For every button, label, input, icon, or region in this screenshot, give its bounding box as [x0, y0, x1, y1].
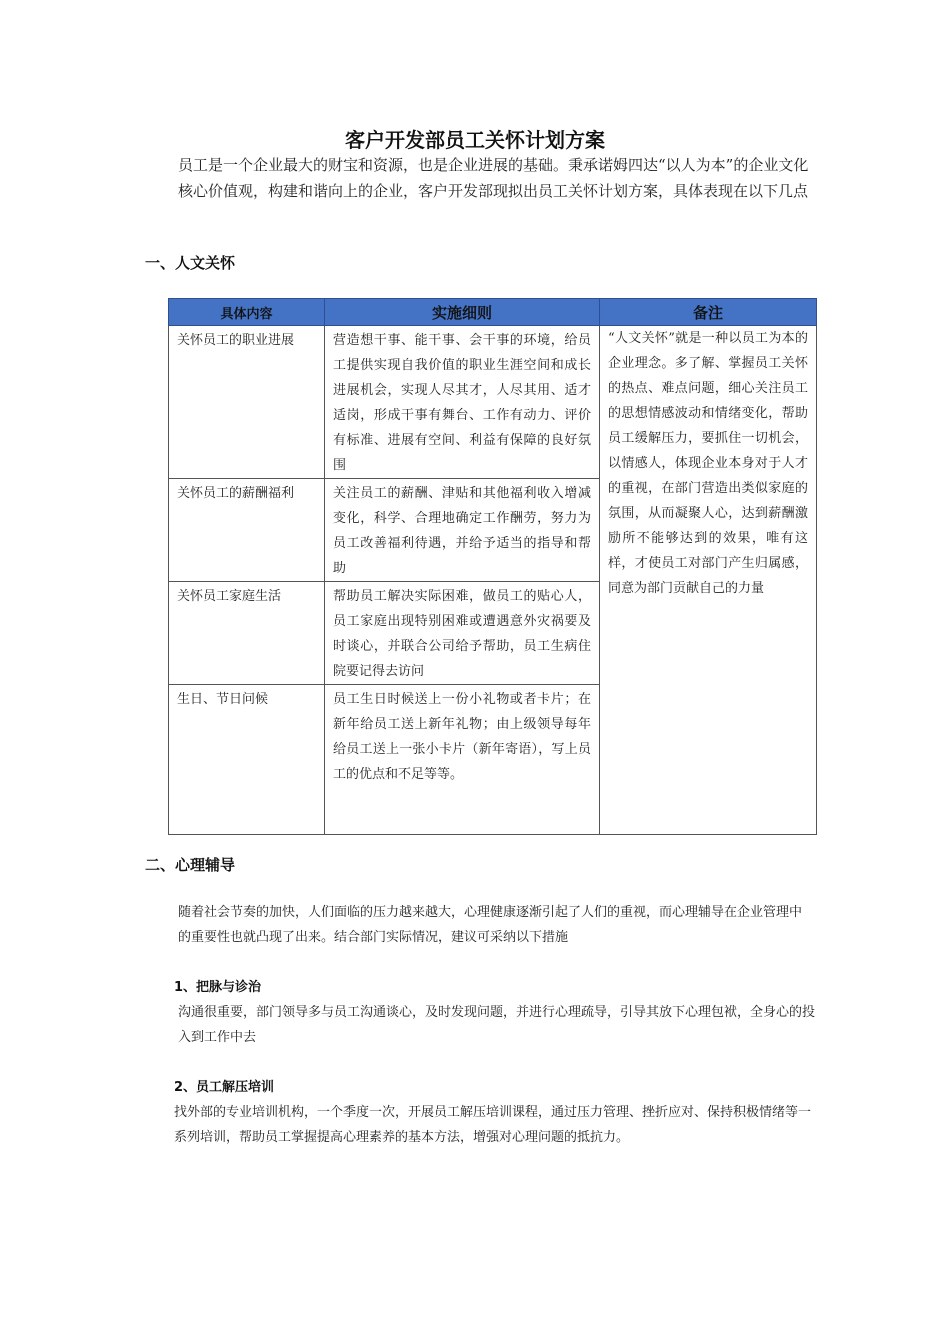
table-header-row — [169, 299, 817, 326]
measure-text: 沟通很重要，部门领导多与员工沟通谈心，及时发现问题，并进行心理疏导，引导其放下心理包袱，全身心的投入到工作中去 — [178, 1005, 816, 1045]
row-detail: 关注员工的薪酬、津贴和其他福利收入增减变化，科学、合理地确定工作酬劳，努力为员工改善福利待遇，并给予适当的指导和帮助 — [325, 479, 600, 582]
care-plan-table — [168, 298, 817, 835]
row-note: “人文关怀”就是一种以员工为本的企业理念。多了解、掌握员工关怀的热点、难点问题，细心关注员工的思想情感波动和情绪变化，帮助员工缓解压力，要抓住一切机会，以情感人，体现企业本身对于人才的重视，在部门营造出类似家庭的氛围，从而凝聚人心，达到薪酬激励所不能够达到的效果，唯有这样，才使员工对部门产生归属感，同意为部门贡献自己的力量 — [600, 326, 817, 835]
measure-title: 2、员工解压培训 — [174, 1080, 275, 1095]
measure-text: 找外部的专业培训机构，一个季度一次，开展员工解压培训课程，通过压力管理、挫折应对、保持积极情绪等一系列培训，帮助员工掌握提高心理素养的基本方法，增强对心理问题的抵抗力。 — [174, 1105, 812, 1145]
row-detail: 员工生日时候送上一份小礼物或者卡片；在新年给员工送上新年礼物；由上级领导每年给员工送上一张小卡片（新年寄语），写上员工的优点和不足等等。 — [325, 685, 600, 835]
intro-paragraph: 员工是一个企业最大的财宝和资源，也是企业进展的基础。秉承诺姆四达“以人为本”的企业文化核心价值观，构建和谐向上的企业，客户开发部现拟出员工关怀计划方案，具体表现在以下几点 — [178, 156, 809, 200]
row-detail: 帮助员工解决实际困难，做员工的贴心人，员工家庭出现特别困难或遭遇意外灾祸要及时谈心，并联合公司给予帮助，员工生病住院要记得去访问 — [325, 582, 600, 685]
row-item: 关怀员工家庭生活 — [169, 582, 325, 685]
column-header-details: 实施细则 — [325, 299, 600, 326]
table-row — [169, 326, 817, 479]
row-item: 关怀员工的职业进展 — [169, 326, 325, 479]
row-item: 关怀员工的薪酬福利 — [169, 479, 325, 582]
row-detail: 营造想干事、能干事、会干事的环境，给员工提供实现自我价值的职业生涯空间和成长进展机会，实现人尽其才，人尽其用、适才适岗，形成干事有舞台、工作有动力、评价有标准、进展有空间、利益有保障的良好氛围 — [325, 326, 600, 479]
document-title: 客户开发部员工关怀计划方案 — [345, 128, 605, 152]
column-header-content: 具体内容 — [169, 299, 325, 326]
section-heading-psych-counseling: 二、心理辅导 — [145, 856, 236, 874]
section-heading-humanistic-care: 一、人文关怀 — [145, 254, 236, 272]
column-header-notes: 备注 — [600, 299, 817, 326]
measure-title: 1、把脉与诊治 — [174, 980, 262, 995]
row-item: 生日、节日问候 — [169, 685, 325, 835]
psych-intro-paragraph: 随着社会节奏的加快，人们面临的压力越来越大，心理健康逐渐引起了人们的重视，而心理辅导在企业管理中的重要性也就凸现了出来。结合部门实际情况，建议可采纳以下措施 — [178, 905, 803, 945]
